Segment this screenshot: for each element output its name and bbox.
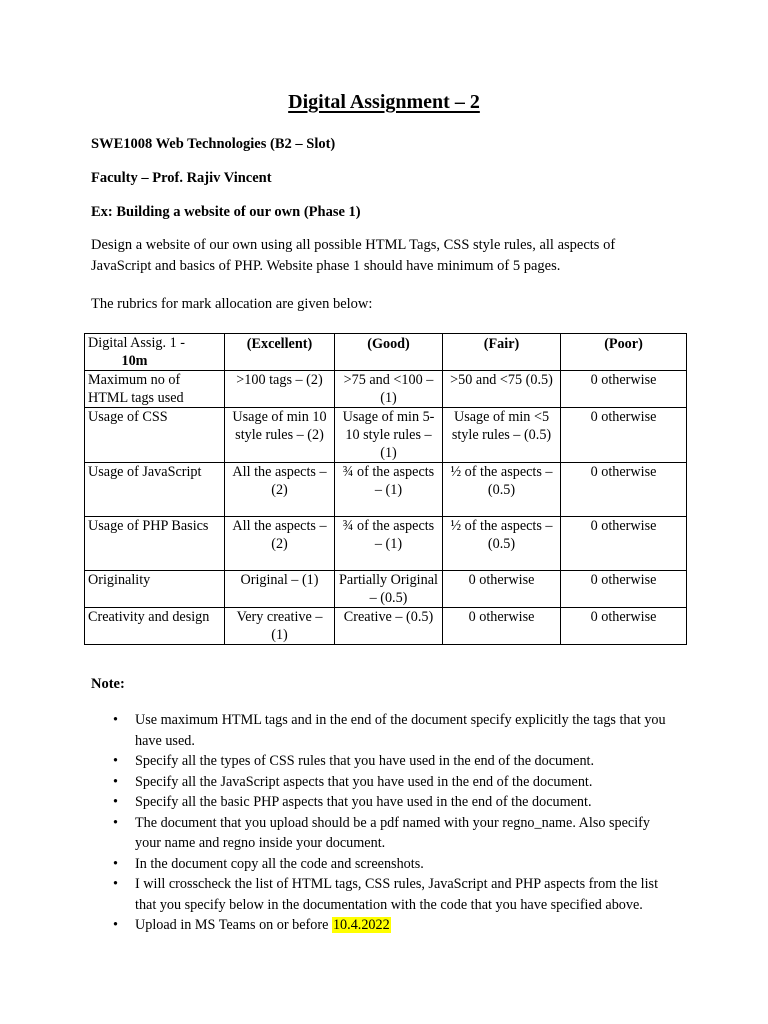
table-cell: Originality bbox=[85, 571, 225, 608]
table-cell: Usage of CSS bbox=[85, 408, 225, 463]
list-item-text: Specify all the JavaScript aspects that you have used in the end of the document. bbox=[135, 773, 593, 790]
list-item-text: Use maximum HTML tags and in the end of the document specify explicitly the tags that you have used. bbox=[135, 712, 666, 749]
table-cell: >75 and <100 – (1) bbox=[335, 371, 443, 408]
list-item bbox=[91, 874, 671, 915]
bullet-icon: • bbox=[113, 876, 118, 892]
table-cell: ½ of the aspects – (0.5) bbox=[443, 463, 561, 517]
table-cell: 0 otherwise bbox=[561, 408, 687, 463]
notes-list bbox=[91, 710, 671, 936]
header-cell-fair: (Fair) bbox=[443, 334, 561, 371]
note-heading: Note: bbox=[91, 676, 125, 692]
list-item bbox=[91, 751, 671, 772]
bullet-icon: • bbox=[113, 773, 118, 790]
table-row bbox=[85, 408, 687, 463]
table-cell: Maximum no of HTML tags used bbox=[85, 371, 225, 408]
table-cell: ½ of the aspects – (0.5) bbox=[443, 517, 561, 571]
list-item bbox=[91, 854, 671, 875]
list-item bbox=[91, 915, 671, 936]
bullet-icon: • bbox=[113, 753, 118, 769]
list-item-text: Specify all the basic PHP aspects that you have used in the end of the document. bbox=[135, 794, 592, 810]
list-item-text: Specify all the types of CSS rules that you have used in the end of the document. bbox=[135, 753, 595, 769]
table-cell: >100 tags – (2) bbox=[225, 371, 335, 408]
course-line: SWE1008 Web Technologies (B2 – Slot) bbox=[91, 136, 336, 152]
list-item-text: I will crosscheck the list of HTML tags, CSS rules, JavaScript and PHP aspects from the list that you specify below in the documentation with the code that you have specified above. bbox=[135, 876, 659, 913]
list-item-text: In the document copy all the code and screenshots. bbox=[135, 855, 424, 872]
table-cell: Original – (1) bbox=[225, 571, 335, 608]
document-title: Digital Assignment – 2 bbox=[288, 91, 480, 113]
table-cell: Very creative – (1) bbox=[225, 608, 335, 645]
bullet-icon: • bbox=[113, 712, 118, 728]
table-header-row bbox=[85, 334, 687, 371]
due-date-highlight: 10.4.2022 bbox=[332, 917, 390, 933]
list-item bbox=[91, 772, 671, 793]
header-cell-excellent: (Excellent) bbox=[225, 334, 335, 371]
bullet-icon: • bbox=[113, 794, 118, 810]
table-cell: Partially Original – (0.5) bbox=[335, 571, 443, 608]
table-cell: Usage of PHP Basics bbox=[85, 517, 225, 571]
table-row bbox=[85, 608, 687, 645]
table-cell: 0 otherwise bbox=[561, 517, 687, 571]
table-cell: Creative – (0.5) bbox=[335, 608, 443, 645]
list-item bbox=[91, 710, 671, 751]
table-cell: 0 otherwise bbox=[443, 608, 561, 645]
description-paragraph: Design a website of our own using all possible HTML Tags, CSS style rules, all aspects of JavaScript and basics of PHP. Website phase 1 should have minimum of 5 pages. bbox=[91, 237, 616, 274]
table-row bbox=[85, 463, 687, 517]
faculty-line: Faculty – Prof. Rajiv Vincent bbox=[91, 170, 272, 186]
table-cell: Usage of min <5 style rules – (0.5) bbox=[443, 408, 561, 463]
table-cell: Usage of min 5-10 style rules – (1) bbox=[335, 408, 443, 463]
table-cell: 0 otherwise bbox=[561, 608, 687, 645]
table-cell: All the aspects – (2) bbox=[225, 517, 335, 571]
exercise-line: Ex: Building a website of our own (Phase 1) bbox=[91, 204, 361, 220]
upload-note-text: Upload in MS Teams on or before bbox=[135, 917, 329, 933]
table-cell: 0 otherwise bbox=[443, 571, 561, 608]
rubric-table bbox=[84, 333, 687, 645]
table-cell: Usage of min 10 style rules – (2) bbox=[225, 408, 335, 463]
table-cell: All the aspects – (2) bbox=[225, 463, 335, 517]
table-cell: ¾ of the aspects – (1) bbox=[335, 517, 443, 571]
table-row bbox=[85, 571, 687, 608]
table-row bbox=[85, 517, 687, 571]
header-criteria-line2: 10m bbox=[121, 353, 148, 369]
list-item bbox=[91, 792, 671, 813]
table-row bbox=[85, 371, 687, 408]
table-cell: 0 otherwise bbox=[561, 371, 687, 408]
table-cell: >50 and <75 (0.5) bbox=[443, 371, 561, 408]
list-item bbox=[91, 813, 671, 854]
rubric-intro: The rubrics for mark allocation are given below: bbox=[91, 296, 373, 312]
header-cell-poor: (Poor) bbox=[561, 334, 687, 371]
header-cell-good: (Good) bbox=[335, 334, 443, 371]
table-cell: Creativity and design bbox=[85, 608, 225, 645]
header-criteria-line1: Digital Assig. 1 - bbox=[88, 335, 185, 351]
header-cell-criteria bbox=[85, 334, 225, 371]
table-cell: ¾ of the aspects – (1) bbox=[335, 463, 443, 517]
table-cell: 0 otherwise bbox=[561, 571, 687, 608]
bullet-icon: • bbox=[113, 855, 118, 872]
list-item-text: The document that you upload should be a pdf named with your regno_name. Also specify your name and regno inside your document. bbox=[135, 814, 650, 851]
bullet-icon: • bbox=[113, 814, 118, 831]
table-cell: Usage of JavaScript bbox=[85, 463, 225, 517]
table-cell: 0 otherwise bbox=[561, 463, 687, 517]
bullet-icon: • bbox=[113, 917, 118, 933]
